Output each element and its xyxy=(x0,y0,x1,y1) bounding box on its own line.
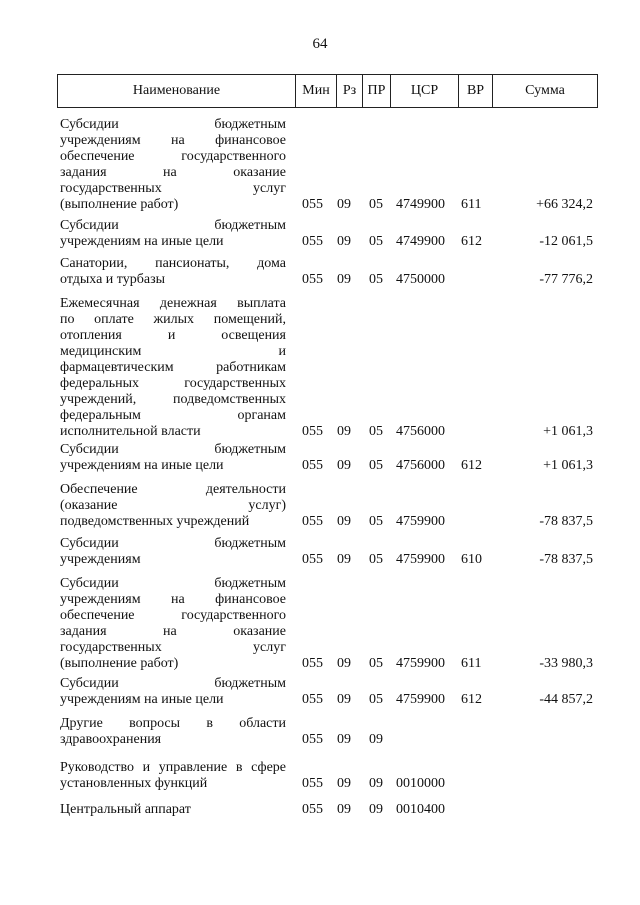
row-name-line: обеспечение государственного xyxy=(60,608,286,623)
row-name-line: Другие вопросы в области xyxy=(60,716,286,731)
row-sum: -78 837,5 xyxy=(539,514,593,529)
row-rz: 09 xyxy=(337,514,351,529)
row-name-line: (оказание услуг) xyxy=(60,498,286,513)
row-pr: 05 xyxy=(369,656,383,671)
row-csr: 4756000 xyxy=(396,424,445,439)
row-name-line: медицинским и xyxy=(60,344,286,359)
row-sum: -77 776,2 xyxy=(539,272,593,287)
page-number: 64 xyxy=(312,36,328,52)
row-min: 055 xyxy=(302,424,323,439)
row-rz: 09 xyxy=(337,656,351,671)
row-name-line: учреждениям на иные цели xyxy=(60,692,224,707)
row-vr: 611 xyxy=(461,656,482,671)
row-name-line: федеральным органам xyxy=(60,408,286,423)
header-vr: ВР xyxy=(459,75,493,107)
row-min: 055 xyxy=(302,656,323,671)
row-name-line: Субсидии бюджетным xyxy=(60,576,286,591)
row-vr: 612 xyxy=(461,458,482,473)
row-sum: -33 980,3 xyxy=(539,656,593,671)
row-name-line: учреждениям на финансовое xyxy=(60,133,286,148)
row-rz: 09 xyxy=(337,732,351,747)
row-min: 055 xyxy=(302,732,323,747)
row-name-line: Субсидии бюджетным xyxy=(60,676,286,691)
row-name-line: Руководство и управление в сфере xyxy=(60,760,286,775)
row-csr: 4749900 xyxy=(396,197,445,212)
header-name: Наименование xyxy=(58,75,296,107)
row-pr: 05 xyxy=(369,424,383,439)
row-min: 055 xyxy=(302,552,323,567)
row-name-line: отопления и освещения xyxy=(60,328,286,343)
row-sum: -44 857,2 xyxy=(539,692,593,707)
row-name-line: установленных функций xyxy=(60,776,208,791)
row-name-line: Субсидии бюджетным xyxy=(60,442,286,457)
row-csr: 0010000 xyxy=(396,776,445,791)
row-rz: 09 xyxy=(337,272,351,287)
row-name-line: исполнительной власти xyxy=(60,424,201,439)
row-rz: 09 xyxy=(337,458,351,473)
row-pr: 05 xyxy=(369,458,383,473)
row-min: 055 xyxy=(302,272,323,287)
row-csr: 4759900 xyxy=(396,692,445,707)
row-min: 055 xyxy=(302,234,323,249)
table-header xyxy=(57,74,598,108)
row-min: 055 xyxy=(302,197,323,212)
row-pr: 05 xyxy=(369,197,383,212)
row-name-line: учреждениям на финансовое xyxy=(60,592,286,607)
row-min: 055 xyxy=(302,514,323,529)
row-rz: 09 xyxy=(337,197,351,212)
row-pr: 09 xyxy=(369,802,383,817)
row-name-line: (выполнение работ) xyxy=(60,197,179,212)
row-name-line: обеспечение государственного xyxy=(60,149,286,164)
row-name-line: Субсидии бюджетным xyxy=(60,536,286,551)
row-pr: 05 xyxy=(369,514,383,529)
row-name-line: Субсидии бюджетным xyxy=(60,218,286,233)
row-name-line: по оплате жилых помещений, xyxy=(60,312,286,327)
row-name-line: учреждениям на иные цели xyxy=(60,234,224,249)
row-rz: 09 xyxy=(337,802,351,817)
row-name-line: (выполнение работ) xyxy=(60,656,179,671)
row-vr: 612 xyxy=(461,234,482,249)
row-sum: +1 061,3 xyxy=(543,424,593,439)
header-sum: Сумма xyxy=(525,83,565,98)
row-name-line: Обеспечение деятельности xyxy=(60,482,286,497)
row-pr: 09 xyxy=(369,776,383,791)
row-name-line: государственных услуг xyxy=(60,181,286,196)
row-name-line: Санатории, пансионаты, дома xyxy=(60,256,286,271)
row-name-line: Центральный аппарат xyxy=(60,802,191,817)
row-name-line: государственных услуг xyxy=(60,640,286,655)
header-rz: Рз xyxy=(337,75,363,107)
row-name-line: учреждениям на иные цели xyxy=(60,458,224,473)
row-min: 055 xyxy=(302,692,323,707)
row-sum: +1 061,3 xyxy=(543,458,593,473)
row-rz: 09 xyxy=(337,424,351,439)
row-sum: -78 837,5 xyxy=(539,552,593,567)
row-name-line: учреждениям xyxy=(60,552,141,567)
row-name-line: здравоохранения xyxy=(60,732,162,747)
row-rz: 09 xyxy=(337,692,351,707)
row-name-line: Ежемесячная денежная выплата xyxy=(60,296,286,311)
row-name-line: отдыха и турбазы xyxy=(60,272,166,287)
row-sum: -12 061,5 xyxy=(539,234,593,249)
row-rz: 09 xyxy=(337,776,351,791)
row-pr: 05 xyxy=(369,234,383,249)
row-min: 055 xyxy=(302,802,323,817)
row-min: 055 xyxy=(302,458,323,473)
row-name-line: фармацевтическим работникам xyxy=(60,360,286,375)
row-pr: 05 xyxy=(369,692,383,707)
row-pr: 09 xyxy=(369,732,383,747)
row-csr: 4759900 xyxy=(396,656,445,671)
row-name-line: учреждений, подведомственных xyxy=(60,392,286,407)
row-pr: 05 xyxy=(369,552,383,567)
row-vr: 612 xyxy=(461,692,482,707)
row-csr: 4749900 xyxy=(396,234,445,249)
row-csr: 4759900 xyxy=(396,514,445,529)
row-min: 055 xyxy=(302,776,323,791)
row-csr: 4750000 xyxy=(396,272,445,287)
row-pr: 05 xyxy=(369,272,383,287)
header-min: Мин xyxy=(296,75,337,107)
row-name-line: Субсидии бюджетным xyxy=(60,117,286,132)
row-csr: 4759900 xyxy=(396,552,445,567)
row-sum: +66 324,2 xyxy=(536,197,593,212)
row-rz: 09 xyxy=(337,234,351,249)
row-csr: 4756000 xyxy=(396,458,445,473)
header-pr: ПР xyxy=(363,75,391,107)
row-name-line: подведомственных учреждений xyxy=(60,514,250,529)
row-vr: 611 xyxy=(461,197,482,212)
row-name-line: задания на оказание xyxy=(60,624,286,639)
row-rz: 09 xyxy=(337,552,351,567)
row-vr: 610 xyxy=(461,552,482,567)
row-name-line: федеральных государственных xyxy=(60,376,286,391)
header-csr: ЦСР xyxy=(391,75,459,107)
row-name-line: задания на оказание xyxy=(60,165,286,180)
row-csr: 0010400 xyxy=(396,802,445,817)
